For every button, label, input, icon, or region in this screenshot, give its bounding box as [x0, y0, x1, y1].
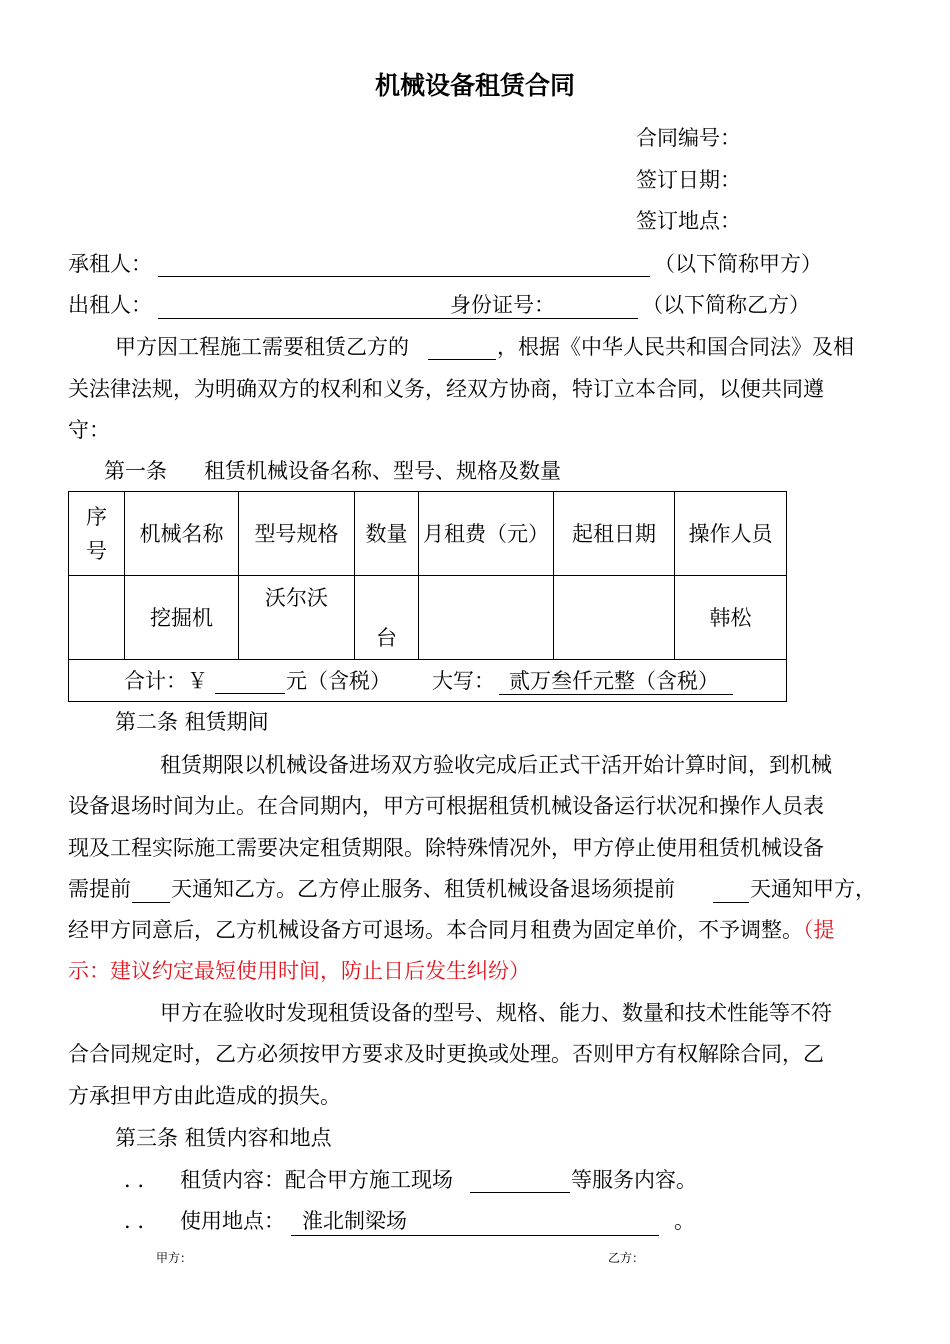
header-quantity: 数量	[355, 492, 419, 576]
article-3-item-1-text: 租赁内容：配合甲方施工现场	[180, 1168, 453, 1192]
footer-party-b: 乙方：	[608, 1251, 645, 1265]
article-2-p1-line-5-text: 经甲方同意后，乙方机械设备方可退场。本合同月租费为固定单价，不予调整。	[68, 918, 803, 942]
table-total-row	[69, 660, 787, 702]
article-2-p2-line-3: 方承担甲方由此造成的损失。	[68, 1084, 341, 1108]
document-title: 机械设备租赁合同	[374, 71, 575, 100]
lessee-label: 承租人：	[68, 252, 152, 276]
id-number-label: 身份证号：	[450, 293, 555, 317]
article-3-item-1-end: 等服务内容。	[571, 1168, 697, 1192]
total-amount-field[interactable]	[215, 693, 285, 694]
lessee-note: （以下简称甲方）	[654, 252, 822, 276]
article-2-p1-line-4b: 天通知乙方。乙方停止服务、租赁机械设备退场须提前	[171, 877, 675, 901]
header-machine-name: 机械名称	[125, 492, 239, 576]
contract-no-label: 合同编号：	[636, 126, 741, 150]
article-3-item-2-end: 。	[674, 1209, 695, 1233]
footer-party-a: 甲方：	[156, 1251, 193, 1265]
cell-machine-name-text: 挖掘机	[150, 605, 213, 630]
cell-model-text: 沃尔沃	[265, 586, 328, 610]
intro-line-2: 关法律法规，为明确双方的权利和义务，经双方协商，特订立本合同，以便共同遵	[68, 377, 824, 401]
lessor-note: （以下简称乙方）	[642, 293, 810, 317]
intro-line-1a: 甲方因工程施工需要租赁乙方的	[115, 335, 409, 359]
table-header-row	[69, 492, 787, 576]
cell-machine-name[interactable]	[125, 576, 239, 660]
article-2-heading: 第二条 租赁期间	[115, 710, 269, 734]
header-monthly-rent: 月租费（元）	[419, 492, 554, 576]
article-3-item-1-dots: . .	[124, 1168, 145, 1192]
cell-operator[interactable]: 韩松	[675, 576, 787, 660]
lessor-field[interactable]	[158, 318, 638, 319]
cell-monthly-rent[interactable]	[419, 576, 554, 660]
table-row	[69, 576, 787, 660]
header-model: 型号规格	[239, 492, 355, 576]
cell-seq[interactable]	[69, 576, 125, 660]
intro-line-3: 守：	[68, 418, 110, 442]
article-1-number: 第一条	[104, 459, 167, 483]
cell-quantity[interactable]	[355, 576, 419, 660]
total-label: 合计：￥	[124, 669, 208, 693]
header-seq-line-2: 号	[86, 538, 107, 563]
article-2-p2-line-1: 甲方在验收时发现租赁设备的型号、规格、能力、数量和技术性能等不符	[160, 1001, 832, 1025]
article-3-heading: 第三条 租赁内容和地点	[115, 1126, 332, 1150]
service-content-field[interactable]	[470, 1192, 570, 1193]
daxie-label: 大写：	[432, 669, 495, 693]
total-cell	[69, 660, 787, 702]
equipment-blank[interactable]	[428, 359, 496, 360]
article-2-p1-line-4a: 需提前	[68, 877, 131, 901]
total-unit: 元（含税）	[286, 669, 391, 693]
article-2-tip-start: （提	[803, 918, 835, 942]
article-2-tip: 示：建议约定最短使用时间，防止日后发生纠纷）	[68, 959, 530, 983]
sign-date-label: 签订日期：	[636, 168, 741, 192]
daxie-underline	[499, 694, 733, 695]
header-seq-line-1: 序	[86, 504, 107, 529]
header-operator: 操作人员	[675, 492, 787, 576]
daxie-value: 贰万叁仟元整（含税）	[509, 669, 719, 693]
header-start-date: 起租日期	[554, 492, 675, 576]
intro-line-1b: ，根据《中华人民共和国合同法》及相	[497, 335, 854, 359]
header-seq	[69, 492, 125, 576]
article-3-item-2-dots: . .	[124, 1209, 145, 1233]
article-2-p1-line-3: 现及工程实际施工需要决定租赁期限。除特殊情况外，甲方停止使用租赁机械设备	[68, 836, 824, 860]
article-2-p1-line-1: 租赁期限以机械设备进场双方验收完成后正式干活开始计算时间，到机械	[160, 753, 832, 777]
cell-model[interactable]	[239, 576, 355, 660]
article-2-p2-line-2: 合合同规定时，乙方必须按甲方要求及时更换或处理。否则甲方有权解除合同，乙	[68, 1042, 824, 1066]
article-2-p1-line-4c: 天通知甲方，	[750, 877, 876, 901]
article-3-item-2-label: 使用地点：	[180, 1209, 285, 1233]
usage-location-value: 淮北制梁场	[302, 1209, 407, 1233]
lessor-notice-days-field[interactable]	[713, 902, 749, 903]
sign-place-label: 签订地点：	[636, 209, 741, 233]
lessee-field[interactable]	[158, 276, 650, 277]
lessor-label: 出租人：	[68, 293, 152, 317]
cell-start-date[interactable]	[554, 576, 675, 660]
lessee-notice-days-field[interactable]	[132, 902, 170, 903]
equipment-table	[68, 491, 787, 702]
usage-location-field[interactable]	[291, 1235, 659, 1236]
cell-quantity-text: 台	[376, 625, 397, 650]
article-2-p1-line-5	[68, 916, 835, 944]
article-1-heading: 租赁机械设备名称、型号、规格及数量	[204, 459, 561, 483]
article-2-p1-line-2: 设备退场时间为止。在合同期内，甲方可根据租赁机械设备运行状况和操作人员表	[68, 794, 824, 818]
